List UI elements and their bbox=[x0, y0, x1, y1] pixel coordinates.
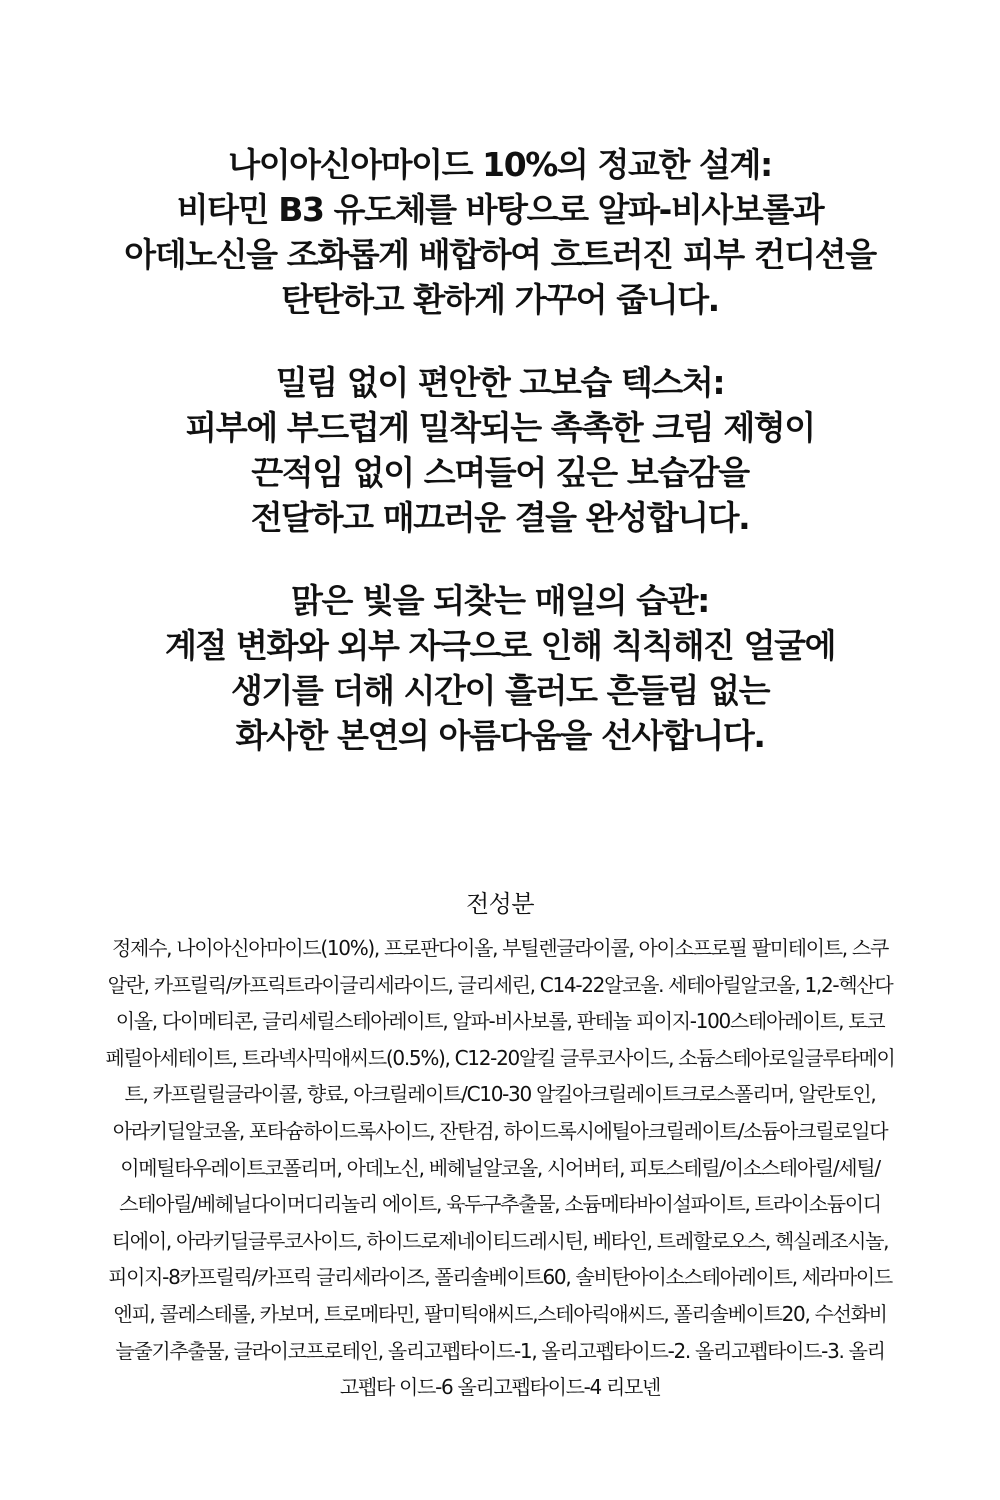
feature-text-line: 끈적임 없이 스며들어 깊은 보습감을 bbox=[251, 453, 749, 492]
ingredients-line: 늘줄기추출물, 글라이코프로테인, 올리고펩타이드-1, 올리고펩타이드-2. 올리고펩타이드-3. 올리 bbox=[115, 1338, 885, 1363]
feature-text-line: 화사한 본연의 아름다움을 선사합니다. bbox=[235, 716, 765, 755]
feature-text-line: 계절 변화와 외부 자극으로 인해 칙칙해진 얼굴에 bbox=[164, 626, 836, 665]
ingredients-line: 아라키딜알코올, 포타슘하이드록사이드, 잔탄검, 하이드록시에틸아크릴레이트/소듐아크릴로일다 bbox=[112, 1118, 888, 1143]
feature-block-texture bbox=[0, 360, 1000, 540]
ingredients-line: 알란, 카프릴릭/카프릭트라이글리세라이드, 글리세린, C14-22알코올. 세테아릴알코올, 1,2-헥산다 bbox=[107, 972, 893, 997]
ingredients-line: 피이지-8카프릴릭/카프릭 글리세라이즈, 폴리솔베이트60, 솔비탄아이소스테아레이트, 세라마이드 bbox=[108, 1265, 892, 1290]
ingredients-line: 이메틸타우레이트코폴리머, 아데노신, 베헤닐알코올, 시어버터, 피토스테릴/이소스테아릴/세틸/ bbox=[120, 1155, 880, 1180]
feature-text-line: 비타민 B3 유도체를 바탕으로 알파-비사보롤과 bbox=[176, 190, 824, 229]
ingredients-line: 스테아릴/베헤닐다이머디리놀리 에이트, 육두구추출물, 소듐메타바이설파이트, 트라이소듐이디 bbox=[119, 1192, 881, 1217]
feature-block-daily-habit bbox=[0, 578, 1000, 758]
ingredients-line: 티에이, 아라키딜글루코사이드, 하이드로제네이티드레시틴, 베타인, 트레할로오스, 헥실레조시놀, bbox=[111, 1228, 889, 1253]
feature-text-line: 탄탄하고 환하게 가꾸어 줍니다. bbox=[281, 280, 719, 319]
feature-headline: 나이아신아마이드 10%의 정교한 설계: bbox=[228, 145, 772, 184]
ingredients-line: 엔피, 콜레스테롤, 카보머, 트로메타민, 팔미틱애씨드,스테아릭애씨드, 폴리솔베이트20, 수선화비 bbox=[113, 1301, 887, 1326]
ingredients-line: 이올, 다이메티콘, 글리세릴스테아레이트, 알파-비사보롤, 판테놀 피이지-100스테아레이트, 토코 bbox=[115, 1009, 885, 1034]
feature-text-line: 생기를 더해 시간이 흘러도 흔들림 없는 bbox=[230, 671, 770, 710]
feature-headline: 맑은 빛을 되찾는 매일의 습관: bbox=[291, 581, 709, 620]
ingredients-section bbox=[0, 884, 1000, 1406]
ingredients-title: 전성분 bbox=[465, 890, 535, 918]
ingredients-line: 트, 카프릴릴글라이콜, 향료, 아크릴레이트/C10-30 알킬아크릴레이트크로스폴리머, 알란토인, bbox=[124, 1082, 876, 1107]
feature-headline: 밀림 없이 편안한 고보습 텍스처: bbox=[275, 363, 725, 402]
feature-block-niacinamide bbox=[0, 142, 1000, 322]
ingredients-line: 페릴아세테이트, 트라넥사믹애씨드(0.5%), C12-20알킬 글루코사이드, 소듐스테아로일글루타메이 bbox=[105, 1045, 895, 1070]
feature-text-line: 전달하고 매끄러운 결을 완성합니다. bbox=[250, 498, 750, 537]
ingredients-line: 정제수, 나이아신아마이드(10%), 프로판다이올, 부틸렌글라이콜, 아이소프로필 팔미테이트, 스쿠 bbox=[112, 936, 888, 960]
feature-text-line: 피부에 부드럽게 밀착되는 촉촉한 크림 제형이 bbox=[185, 408, 815, 447]
feature-text-line: 아데노신을 조화롭게 배합하여 흐트러진 피부 컨디션을 bbox=[124, 235, 876, 274]
ingredients-line: 고펩타 이드-6 올리고펩타이드-4 리모넨 bbox=[339, 1375, 661, 1400]
feature-descriptions bbox=[0, 142, 1000, 796]
